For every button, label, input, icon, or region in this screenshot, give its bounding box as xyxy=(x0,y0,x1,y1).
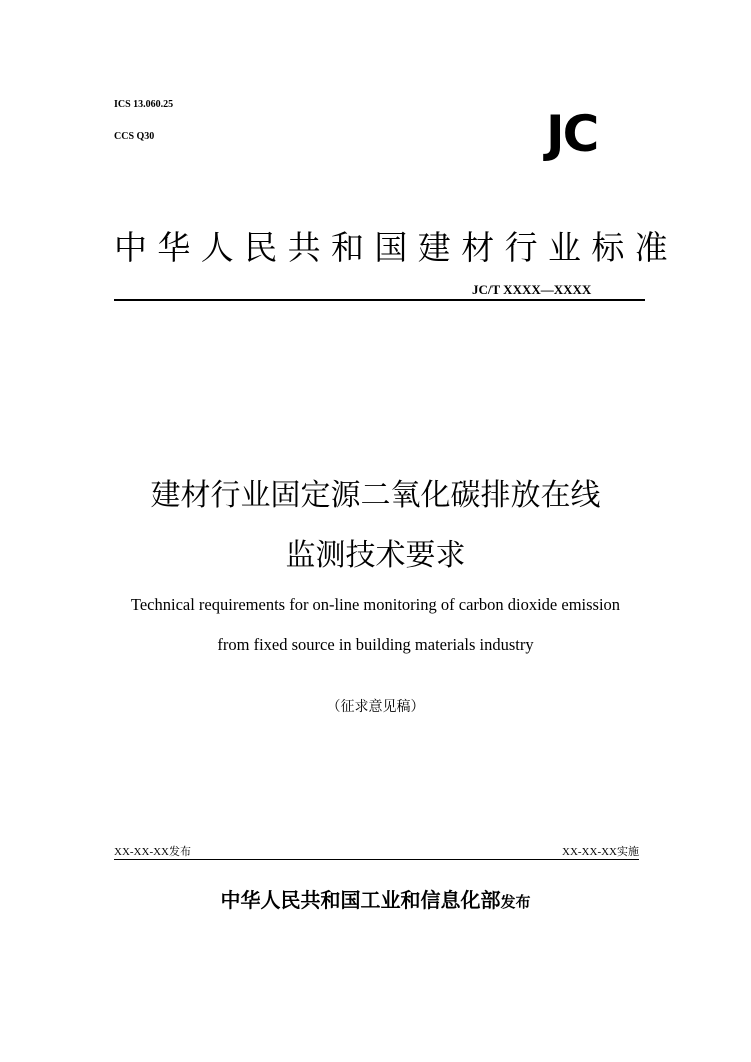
ccs-code: CCS Q30 xyxy=(114,131,155,142)
publisher-suffix: 发布 xyxy=(500,893,531,911)
document-title-cn-line2: 监测技术要求 xyxy=(285,538,466,573)
issue-date: XX-XX-XX发布 xyxy=(114,846,191,858)
draft-status-note: （征求意见稿） xyxy=(326,700,425,715)
jc-logo: JC xyxy=(546,105,598,163)
footer-divider xyxy=(114,859,639,860)
publisher-name: 中华人民共和国工业和信息化部 xyxy=(220,888,501,912)
publisher xyxy=(0,884,751,918)
standard-number: JC/T XXXX—XXXX xyxy=(472,282,592,297)
document-title-en-line1: Technical requirements for on-line monitoring of carbon dioxide emission xyxy=(130,595,621,614)
implementation-date: XX-XX-XX实施 xyxy=(562,846,639,858)
standard-category-title: 中华人民共和国建材行业标准 xyxy=(114,231,679,267)
header-divider xyxy=(114,299,645,301)
document-title-cn-line1: 建材行业固定源二氧化碳排放在线 xyxy=(150,478,601,513)
ics-code: ICS 13.060.25 xyxy=(114,99,174,110)
document-title-en-line2: from fixed source in building materials industry xyxy=(217,635,534,654)
